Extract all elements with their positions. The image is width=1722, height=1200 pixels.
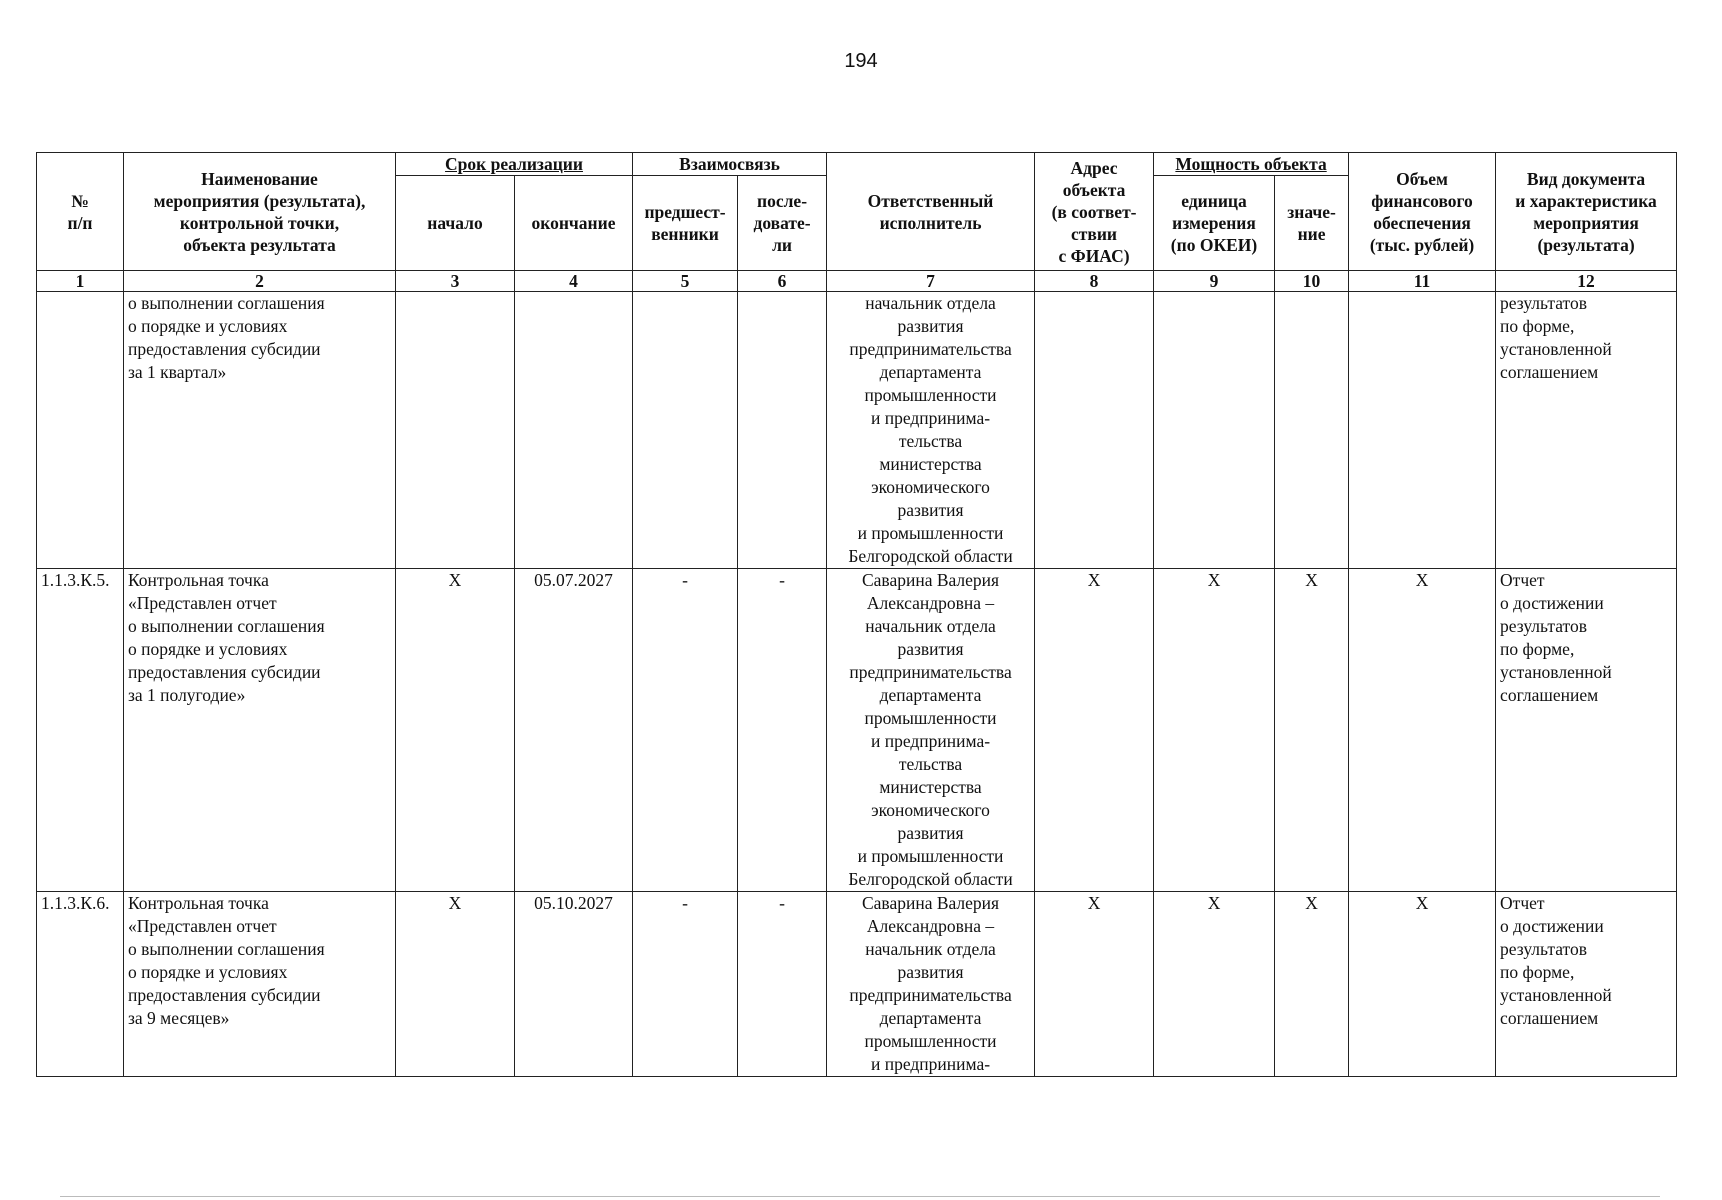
cell-start [396, 292, 515, 569]
column-number: 4 [515, 271, 633, 292]
header-name: Наименование мероприятия (результата), контрольной точки, объекта результата [124, 153, 396, 271]
cell-num: 1.1.3.К.5. [37, 569, 124, 892]
cell-unit [1154, 292, 1275, 569]
column-number: 6 [738, 271, 827, 292]
scan-edge-line [60, 1196, 1660, 1197]
cell-address [1035, 292, 1154, 569]
cell-name: о выполнении соглашения о порядке и условиях предоставления субсидии за 1 квартал» [124, 292, 396, 569]
header-successors: после- довате- ли [738, 176, 827, 271]
cell-start: X [396, 892, 515, 1077]
cell-successors [738, 292, 827, 569]
plan-table [36, 152, 1677, 1077]
cell-value: X [1275, 569, 1349, 892]
cell-doc: результатов по форме, установленной соглашением [1496, 292, 1677, 569]
cell-name: Контрольная точка «Представлен отчет о выполнении соглашения о порядке и условиях предоставления субсидии за 9 месяцев» [124, 892, 396, 1077]
cell-num [37, 292, 124, 569]
table-row [37, 292, 1677, 569]
header-predecessors: предшест- венники [633, 176, 738, 271]
cell-predecessors [633, 292, 738, 569]
table-row [37, 569, 1677, 892]
cell-value [1275, 292, 1349, 569]
cell-responsible: Саварина Валерия Александровна – начальник отдела развития предпринимательства департамента промышленности и предпринима- [827, 892, 1035, 1077]
header-doc-type: Вид документа и характеристика мероприятия (результата) [1496, 153, 1677, 271]
cell-finance: X [1349, 892, 1496, 1077]
header-relation: Взаимосвязь [633, 153, 827, 176]
cell-successors: - [738, 892, 827, 1077]
column-number: 11 [1349, 271, 1496, 292]
header-capacity: Мощность объекта [1154, 153, 1349, 176]
cell-name: Контрольная точка «Представлен отчет о выполнении соглашения о порядке и условиях предоставления субсидии за 1 полугодие» [124, 569, 396, 892]
cell-finance [1349, 292, 1496, 569]
column-number: 5 [633, 271, 738, 292]
cell-value: X [1275, 892, 1349, 1077]
cell-address: X [1035, 569, 1154, 892]
cell-unit: X [1154, 569, 1275, 892]
cell-doc: Отчет о достижении результатов по форме, установленной соглашением [1496, 892, 1677, 1077]
header-value: значе- ние [1275, 176, 1349, 271]
header-start: начало [396, 176, 515, 271]
cell-predecessors: - [633, 569, 738, 892]
cell-unit: X [1154, 892, 1275, 1077]
cell-address: X [1035, 892, 1154, 1077]
column-number: 7 [827, 271, 1035, 292]
cell-predecessors: - [633, 892, 738, 1077]
column-number: 12 [1496, 271, 1677, 292]
header-finance: Объем финансового обеспечения (тыс. рублей) [1349, 153, 1496, 271]
cell-num: 1.1.3.К.6. [37, 892, 124, 1077]
column-number: 3 [396, 271, 515, 292]
cell-doc: Отчет о достижении результатов по форме, установленной соглашением [1496, 569, 1677, 892]
cell-successors: - [738, 569, 827, 892]
cell-end: 05.07.2027 [515, 569, 633, 892]
column-number: 2 [124, 271, 396, 292]
cell-end [515, 292, 633, 569]
cell-finance: X [1349, 569, 1496, 892]
cell-responsible: Саварина Валерия Александровна – начальник отдела развития предпринимательства департамента промышленности и предпринима- тельства министерства экономического развития и промышленности Белгородской области [827, 569, 1035, 892]
header-address: Адрес объекта (в соответ- ствии с ФИАС) [1035, 153, 1154, 271]
cell-start: X [396, 569, 515, 892]
table-row [37, 892, 1677, 1077]
column-number: 9 [1154, 271, 1275, 292]
header-end: окончание [515, 176, 633, 271]
page-number: 194 [844, 50, 878, 72]
header-num: № п/п [37, 153, 124, 271]
cell-responsible: начальник отдела развития предпринимательства департамента промышленности и предпринима- тельства министерства экономического развития и промышленности Белгородской области [827, 292, 1035, 569]
header-unit: единица измерения (по ОКЕИ) [1154, 176, 1275, 271]
column-number: 8 [1035, 271, 1154, 292]
header-responsible: Ответственный исполнитель [827, 153, 1035, 271]
header-term: Срок реализации [396, 153, 633, 176]
column-number: 10 [1275, 271, 1349, 292]
column-number: 1 [37, 271, 124, 292]
cell-end: 05.10.2027 [515, 892, 633, 1077]
